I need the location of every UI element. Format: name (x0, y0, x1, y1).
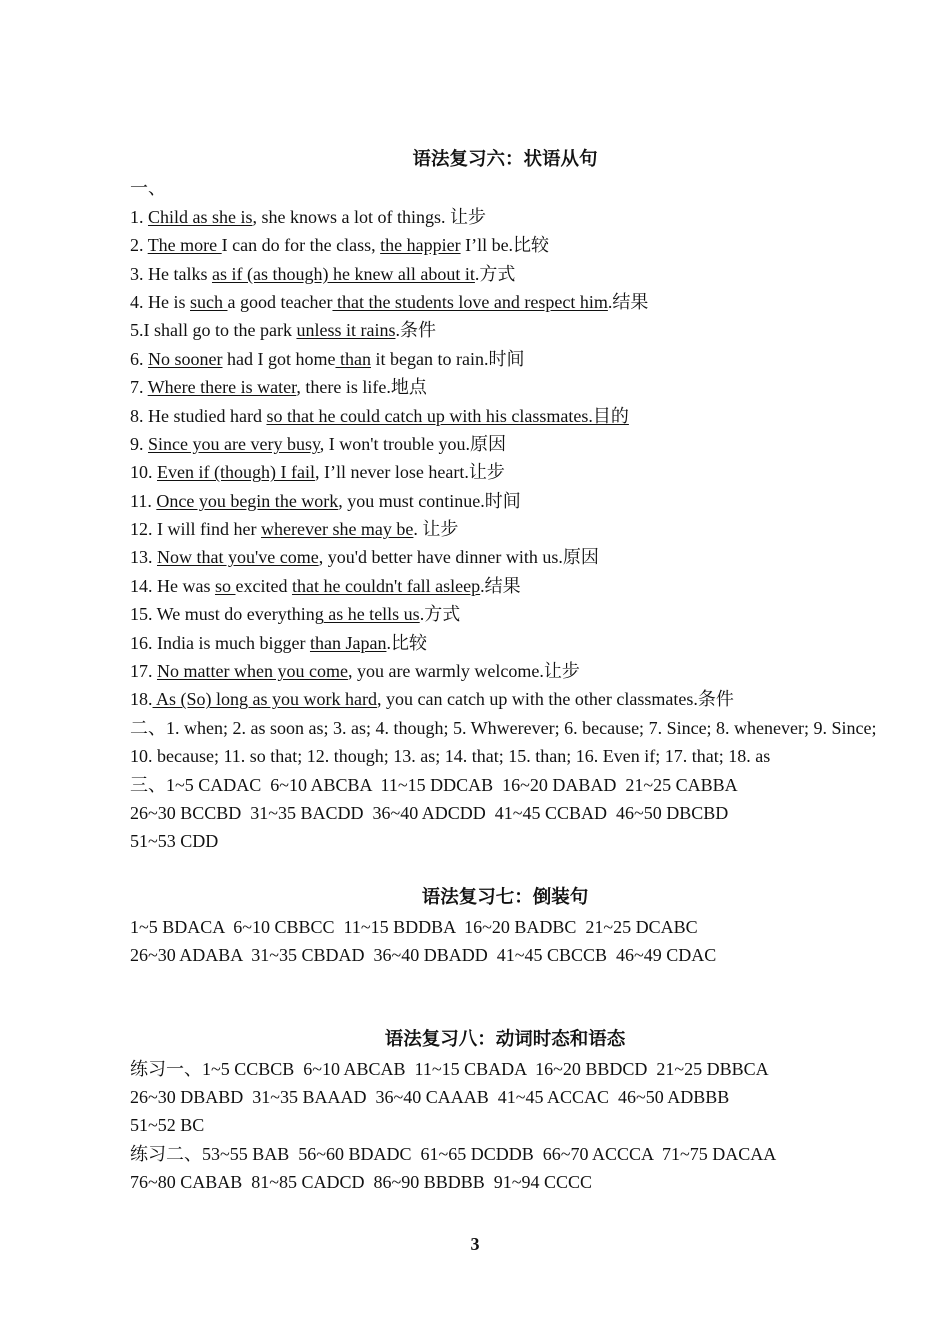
part3-answer-line: 三、1~5 CADAC 6~10 ABCBA 11~15 DDCAB 16~20 DABAD 21~25 CABBA (130, 774, 738, 795)
part3-answer-line: 51~53 CDD (130, 831, 219, 852)
spacer (130, 969, 880, 997)
adverbial-clause-answer-list (130, 203, 880, 714)
answer-item (130, 231, 880, 259)
underlined-clause: as he tells us (323, 604, 420, 625)
underlined-clause: unless it rains (296, 320, 396, 341)
answer-item (130, 458, 880, 486)
underlined-clause: Now that you've come (157, 547, 319, 568)
answer-text: .结果 (480, 575, 521, 596)
answer-text: 17. (130, 661, 157, 682)
page-number: 3 (470, 1234, 480, 1254)
answer-text: 11. (130, 490, 157, 511)
answer-item (130, 685, 880, 713)
answer-text: .比较 (386, 632, 427, 653)
answer-item (130, 487, 880, 515)
underlined-clause: such (190, 291, 228, 312)
answer-text: 2. (130, 235, 148, 256)
underlined-clause: Where there is water (147, 377, 297, 398)
answer-text: 9. (130, 433, 148, 454)
answer-text: 18. (130, 689, 153, 710)
answer-text: , she knows a lot of things. 让步 (252, 206, 487, 227)
answer-item (130, 543, 880, 571)
answer-text: it began to rain.时间 (370, 348, 525, 369)
answer-item (130, 260, 880, 288)
answer-text: 1. (130, 206, 148, 227)
answer-text: , you are warmly welcome.让步 (347, 661, 580, 682)
answer-text: 12. I will find her (130, 519, 261, 540)
answer-text: , you can catch up with the other classmates.条件 (376, 689, 734, 710)
inversion-answer-line: 26~30 ADABA 31~35 CBDAD 36~40 DBADD 41~45 CBCCB 46~49 CDAC (130, 944, 717, 965)
answer-item (130, 288, 880, 316)
answer-text: 3. He talks (130, 263, 212, 284)
underlined-clause: wherever she may be (260, 519, 414, 540)
exercise-answer-line: 练习二、53~55 BAB 56~60 BDADC 61~65 DCDDB 66~70 ACCCA 71~75 DACAA (130, 1143, 777, 1164)
underlined-clause: No matter when you come (157, 661, 348, 682)
answer-item (130, 430, 880, 458)
answer-text: 7. (130, 377, 148, 398)
exercise-answer-line: 51~52 BC (130, 1115, 205, 1136)
answer-text: I can do for the class, (221, 235, 381, 256)
answer-text: 10. (130, 462, 157, 483)
part2-answers: 二、1. when; 2. as soon as; 3. as; 4. though; 5. Whwerever; 6. because; 7. Since; 8. whenever; 9. Since; 10. because; 11. so that; 12. though; 13. as; 14. that; 15. than; 16. Even if; 17. that; 18. as (130, 717, 877, 767)
answer-text: , I won't trouble you.原因 (319, 433, 507, 454)
page-content (130, 146, 880, 1196)
spacer (130, 998, 880, 1026)
answer-item (130, 515, 880, 543)
exercise-answer-line: 76~80 CABAB 81~85 CADCD 86~90 BBDBB 91~94 CCCC (130, 1172, 593, 1193)
answer-text: .方式 (474, 263, 516, 284)
section-title-adverbial-clauses: 语法复习六：状语从句 (412, 150, 598, 170)
answer-text: . 让步 (413, 519, 459, 540)
underlined-clause: Once you begin the work (156, 490, 339, 511)
answer-item (130, 600, 880, 628)
answer-text: , you must continue.时间 (338, 490, 521, 511)
answer-item (130, 316, 880, 344)
part3-answer-line: 26~30 BCCBD 31~35 BACDD 36~40 ADCDD 41~45 CCBAD 46~50 DBCBD (130, 803, 729, 824)
underlined-clause: As (So) long as you work hard (152, 689, 377, 710)
answer-item (130, 345, 880, 373)
underlined-clause: so that he could catch up with his classmates.目的 (266, 405, 629, 426)
answer-text: .方式 (419, 604, 461, 625)
underlined-clause: that the students love and respect him (332, 291, 608, 312)
answer-item (130, 373, 880, 401)
answer-text: 14. He was (130, 575, 215, 596)
answer-text: 5.I shall go to the park (130, 320, 297, 341)
underlined-clause: that he couldn't fall asleep (291, 575, 481, 596)
answer-item (130, 629, 880, 657)
answer-text: a good teacher (227, 291, 333, 312)
answer-text: 15. We must do everything (130, 604, 324, 625)
answer-text: 13. (130, 547, 157, 568)
underlined-clause: Even if (though) I fail (157, 462, 315, 483)
answer-item (130, 203, 880, 231)
answer-text: , I’ll never lose heart.让步 (314, 462, 505, 483)
underlined-clause: as if (as though) he knew all about it (211, 263, 475, 284)
answer-text: .条件 (395, 320, 436, 341)
answer-text: excited (235, 575, 292, 596)
part1-label: 一、 (130, 178, 166, 199)
section-title-tense-voice: 语法复习八：动词时态和语态 (384, 1030, 626, 1051)
answer-item (130, 402, 880, 430)
section-title-inversion: 语法复习七：倒装句 (421, 888, 589, 909)
answer-item (130, 657, 880, 685)
answer-text: , you'd better have dinner with us.原因 (318, 547, 599, 568)
underlined-clause: than Japan (309, 632, 387, 653)
spacer (130, 856, 880, 884)
underlined-clause: so (214, 575, 236, 596)
answer-text: I’ll be.比较 (460, 235, 550, 256)
underlined-clause: Child as she is (148, 206, 253, 227)
underlined-clause: Since you are very busy (148, 433, 320, 454)
answer-text: 16. India is much bigger (130, 632, 310, 653)
underlined-clause: the happier (380, 235, 461, 256)
answer-text: 6. (130, 348, 148, 369)
answer-text: 4. He is (130, 291, 190, 312)
answer-text: 8. He studied hard (130, 405, 267, 426)
answer-item (130, 572, 880, 600)
underlined-clause: The more (147, 235, 222, 256)
inversion-answer-line: 1~5 BDACA 6~10 CBBCC 11~15 BDDBA 16~20 BADBC 21~25 DCABC (130, 916, 698, 937)
underlined-clause: No sooner (148, 348, 223, 369)
exercise-answer-line: 练习一、1~5 CCBCB 6~10 ABCAB 11~15 CBADA 16~20 BBDCD 21~25 DBBCA (130, 1058, 769, 1079)
answer-text: had I got home (222, 348, 336, 369)
exercise-answer-line: 26~30 DBABD 31~35 BAAAD 36~40 CAAAB 41~45 ACCAC 46~50 ADBBB (130, 1086, 730, 1107)
underlined-clause: than (335, 348, 371, 369)
answer-text: .结果 (607, 291, 649, 312)
answer-text: , there is life.地点 (296, 377, 427, 398)
